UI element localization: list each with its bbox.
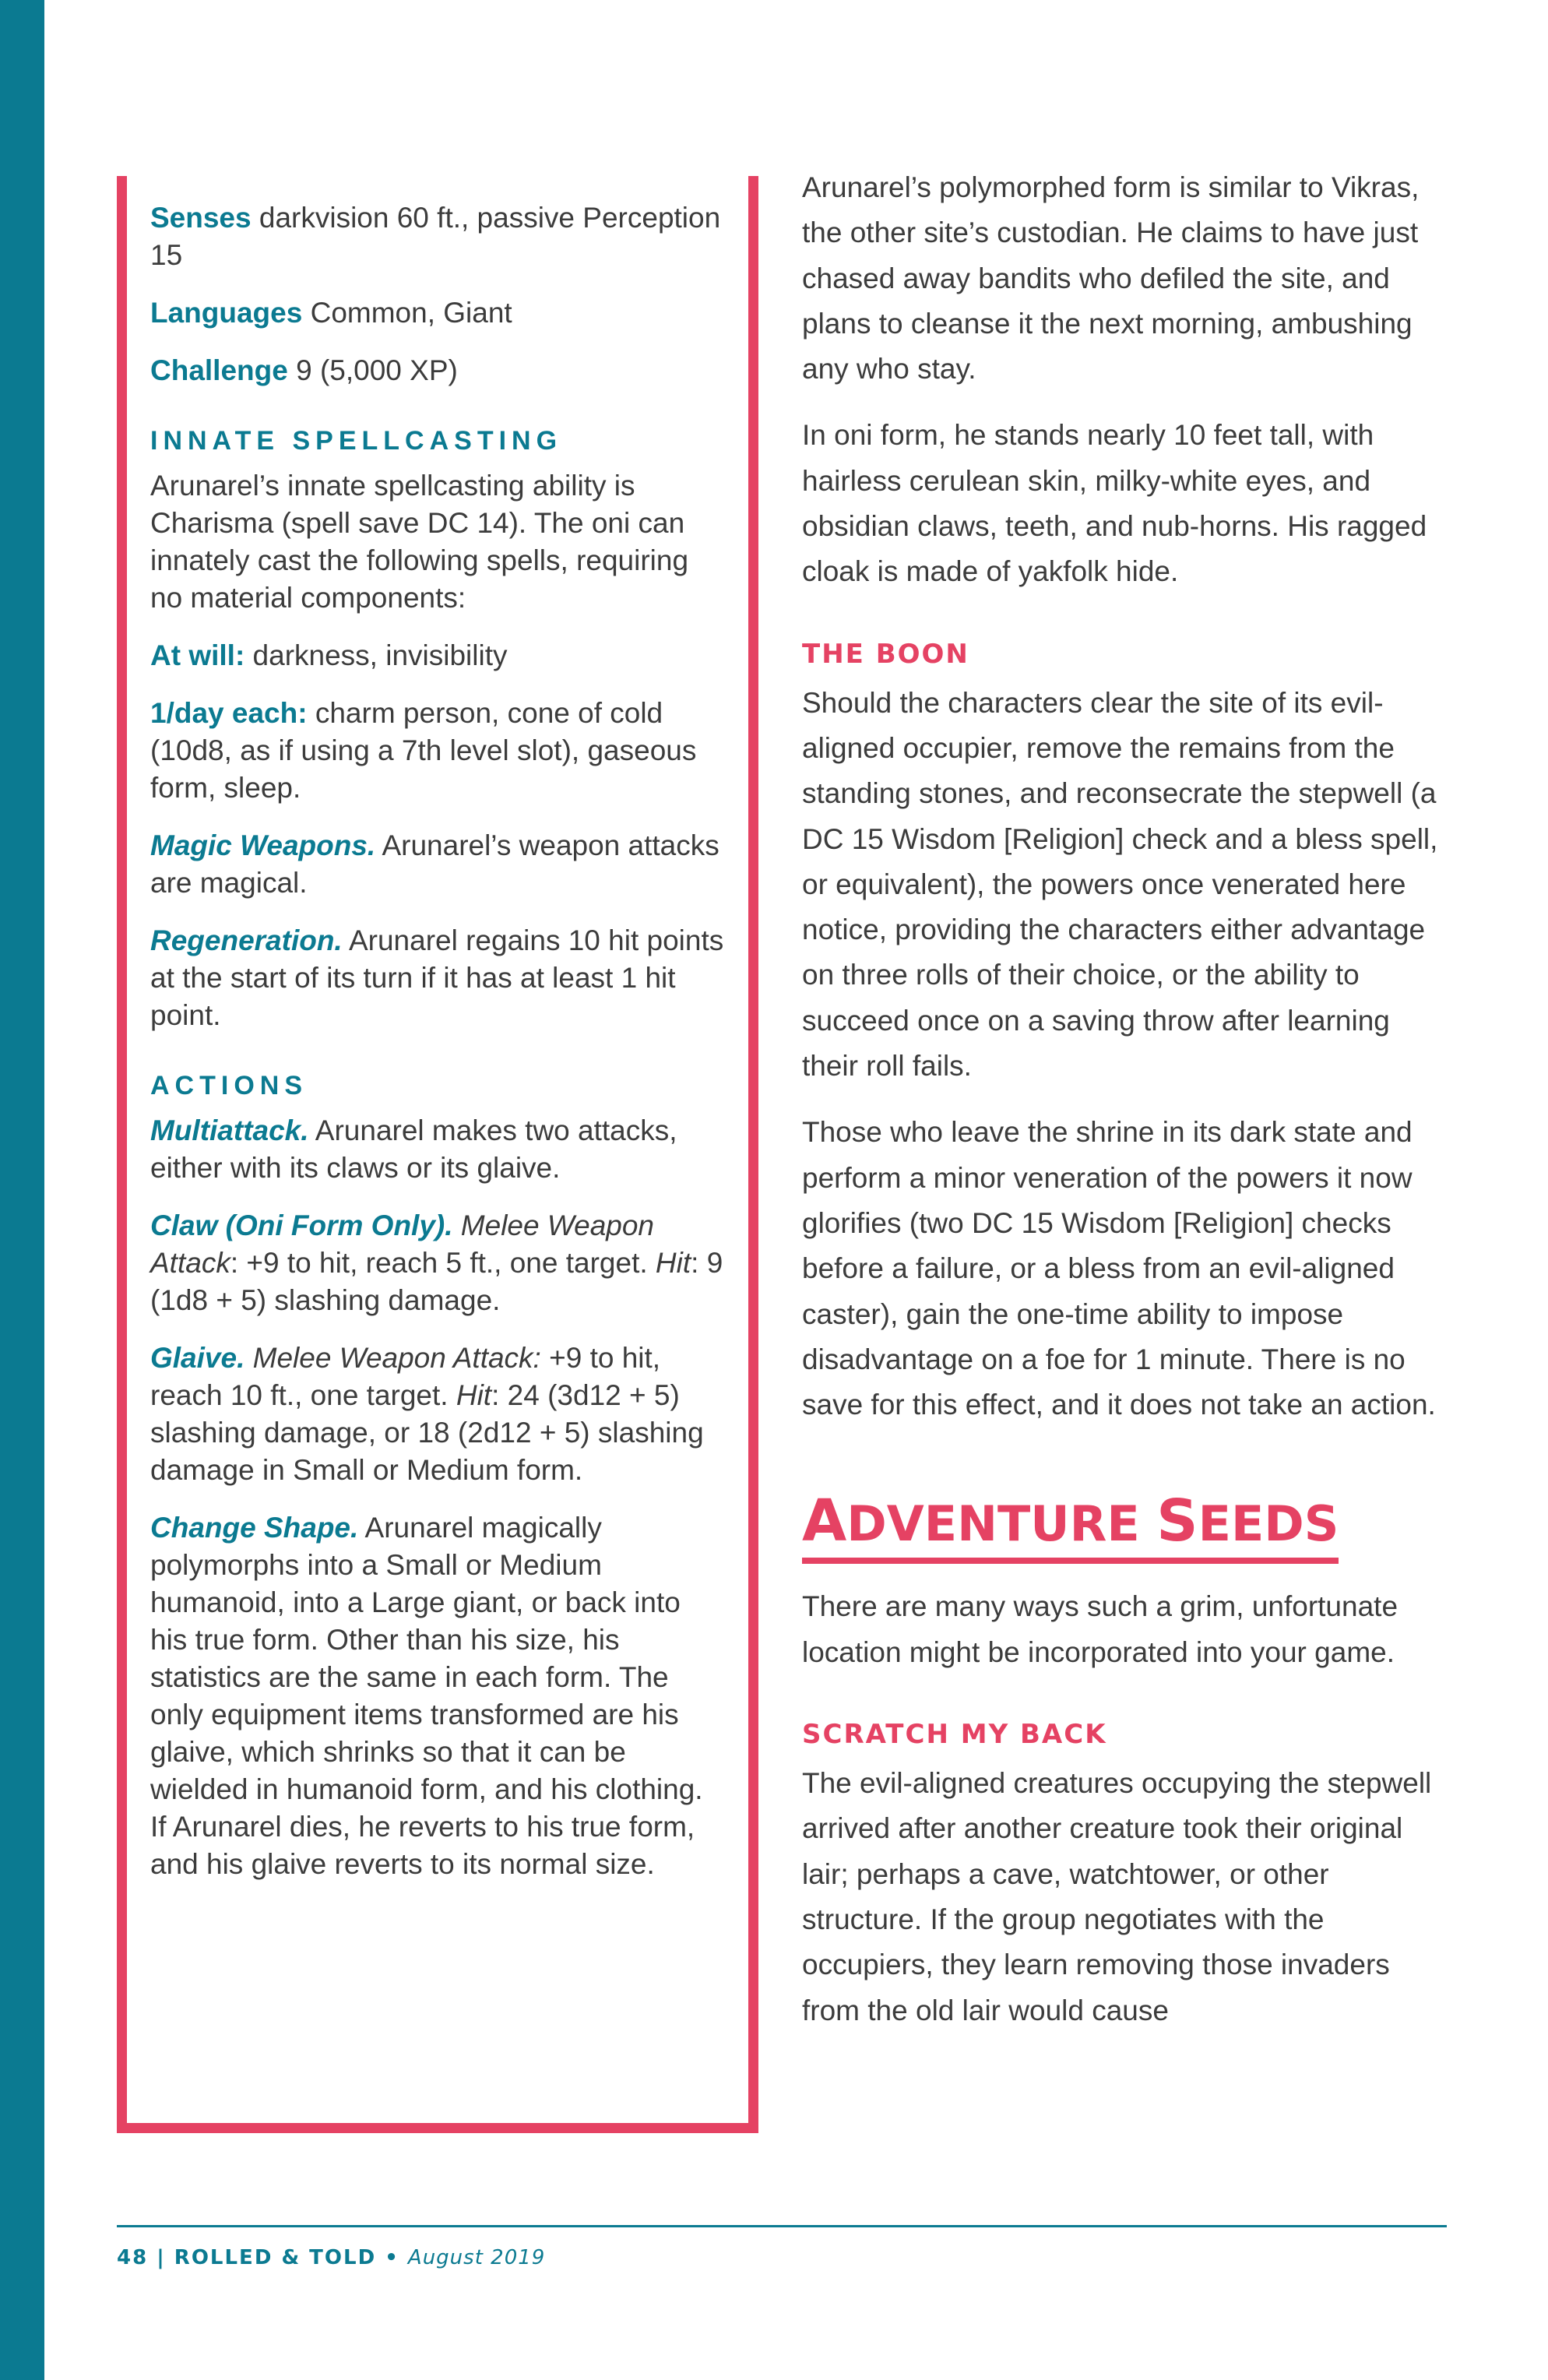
polymorph-paragraph: Arunarel’s polymorphed form is similar to Vikras, the other site’s custodian. He claims to have just chased away bandits who defiled the site, and plans to cleanse it the next morning, ambushing any who stay.: [802, 171, 1420, 386]
boon-paragraph: Should the characters clear the site of its evil-aligned occupier, remove the remains from the standing stones, and reconsecrate the stepwell (a DC 15 Wisdom [Religion] check and a bless spell, or equivalent), the powers once venerated here notice, providing the characters either advantage on three rolls of their choice, or the ability to succeed once on a saving throw after learning their roll fails.: [802, 686, 1438, 1083]
actions-heading: ACTIONS: [150, 1071, 308, 1100]
at-will-line: At will: darkness, invisibility: [150, 639, 508, 671]
regeneration-trait: Regeneration. Arunarel regains 10 hit points at the start of its turn if it has at least 1 hit point.: [150, 924, 724, 1031]
scratch-paragraph: The evil-aligned creatures occupying the stepwell arrived after another creature took their original lair; perhaps a cave, watchtower, or other structure. If the group negotiates with the occupiers, they learn removing those invaders from the old lair would cause: [802, 1767, 1432, 2026]
oni-form-paragraph: In oni form, he stands nearly 10 feet tall, with hairless cerulean skin, milky-white eyes, and obsidian claws, teeth, and nub-horns. His ragged cloak is made of yakfolk hide.: [802, 419, 1427, 588]
languages-line: Languages Common, Giant: [150, 297, 512, 329]
glaive-action: Glaive. Melee Weapon Attack: +9 to hit, reach 10 ft., one target. Hit: 24 (3d12 + 5) slashing damage, or 18 (2d12 + 5) slashing damage in Small or Medium form.: [150, 1342, 704, 1486]
spellcasting-heading: INNATE SPELLCASTING: [150, 426, 563, 456]
scratch-my-back-heading: SCRATCH MY BACK: [802, 1719, 1107, 1751]
footer: 48 | ROLLED & TOLD • August 2019: [117, 2246, 546, 2269]
boon-heading: THE BOON: [802, 638, 969, 670]
adventure-seeds-heading: ADVENTURE SEEDS: [802, 1492, 1339, 1564]
stat-block: [117, 176, 758, 2133]
footer-divider: [117, 2225, 1447, 2227]
per-day-line: 1/day each: charm person, cone of cold (10d8, as if using a 7th level slot), gaseous form, sleep.: [150, 697, 697, 804]
magic-weapons-trait: Magic Weapons. Arunarel’s weapon attacks are magical.: [150, 829, 719, 899]
claw-action: Claw (Oni Form Only). Melee Weapon Attack: +9 to hit, reach 5 ft., one target. Hit: 9 (1d8 + 5) slashing damage.: [150, 1209, 723, 1316]
seeds-intro-paragraph: There are many ways such a grim, unfortunate location might be incorporated into your game.: [802, 1590, 1398, 1668]
challenge-line: Challenge 9 (5,000 XP): [150, 354, 458, 386]
page-spine-bar: [0, 0, 44, 2380]
dark-state-paragraph: Those who leave the shrine in its dark state and perform a minor veneration of the powers it now glorifies (two DC 15 Wisdom [Religion] checks before a failure, or a bless from an evil-aligned caster), gain the one-time ability to impose disadvantage on a foe for 1 minute. There is no save for this effect, and it does not take an action.: [802, 1116, 1436, 1421]
spellcasting-text: Arunarel’s innate spellcasting ability is Charisma (spell save DC 14). The oni can innately cast the following spells, requiring no material components:: [150, 470, 689, 614]
senses-line: Senses darkvision 60 ft., passive Perception 15: [150, 202, 721, 271]
change-shape-action: Change Shape. Arunarel magically polymorphs into a Small or Medium humanoid, into a Large giant, or back into his true form. Other than his size, his statistics are the same in each form. The only equipment items transformed are his glaive, which shrinks so that it can be wielded in humanoid form, and his clothing. If Arunarel dies, he reverts to his true form, and his glaive reverts to its normal size.: [150, 1512, 703, 1880]
multiattack-action: Multiattack. Arunarel makes two attacks, either with its claws or its glaive.: [150, 1114, 677, 1184]
right-column: [802, 165, 1448, 2054]
